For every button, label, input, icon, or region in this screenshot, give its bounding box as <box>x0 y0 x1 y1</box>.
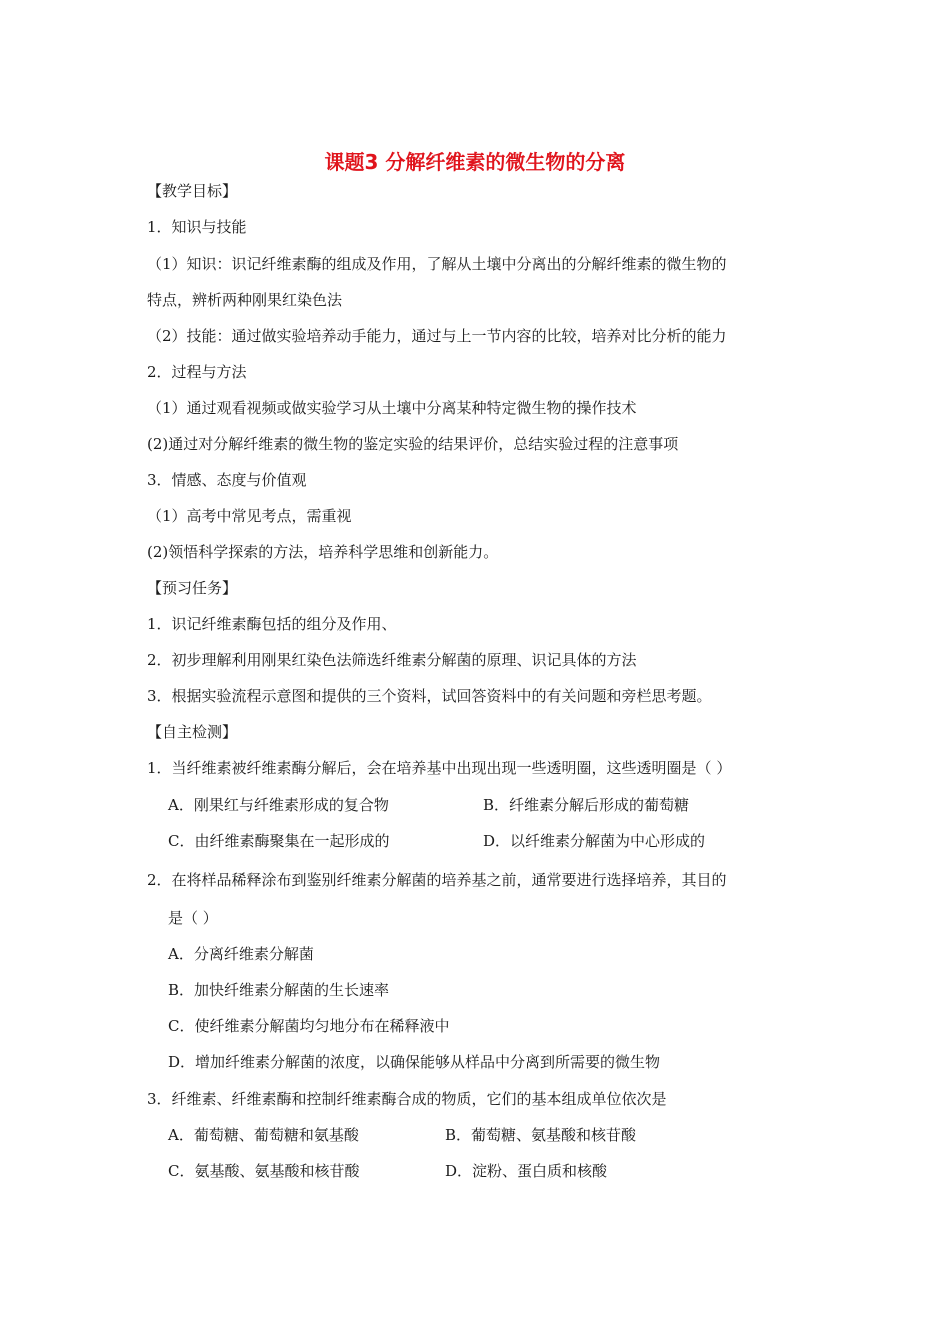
question-2-option-b: B．加快纤维素分解菌的生长速率 <box>168 981 390 999</box>
goals-heading: 【教学目标】 <box>147 182 238 200</box>
question-1-stem: 1．当纤维素被纤维素酶分解后，会在培养基中出现出现一些透明圈，这些透明圈是（ ） <box>147 759 732 777</box>
question-3-option-a: A．葡萄糖、葡萄糖和氨基酸 <box>168 1126 359 1144</box>
goal-2-2: (2)通过对分解纤维素的微生物的鉴定实验的结果评价，总结实验过程的注意事项 <box>147 435 679 453</box>
goal-section-3: 3．情感、态度与价值观 <box>147 471 307 489</box>
question-1-option-a: A．刚果红与纤维素形成的复合物 <box>168 796 389 814</box>
question-1-option-c: C．由纤维素酶聚集在一起形成的 <box>168 832 390 850</box>
question-3-option-b: B．葡萄糖、氨基酸和核苷酸 <box>445 1126 637 1144</box>
question-1-option-d: D．以纤维素分解菌为中心形成的 <box>483 832 706 850</box>
goal-section-2: 2．过程与方法 <box>147 363 247 381</box>
question-3-option-c: C．氨基酸、氨基酸和核苷酸 <box>168 1162 360 1180</box>
goal-1-1-line-b: 特点，辨析两种刚果红染色法 <box>147 291 343 309</box>
question-3-stem: 3．纤维素、纤维素酶和控制纤维素酶合成的物质，它们的基本组成单位依次是 <box>147 1090 667 1108</box>
question-2-option-c: C．使纤维素分解菌均匀地分布在稀释液中 <box>168 1017 450 1035</box>
goal-1-2: （2）技能：通过做实验培养动手能力，通过与上一节内容的比较，培养对比分析的能力 <box>147 327 727 345</box>
question-2-option-a: A．分离纤维素分解菌 <box>168 945 314 963</box>
question-2-option-d: D．增加纤维素分解菌的浓度，以确保能够从样品中分离到所需要的微生物 <box>168 1053 661 1071</box>
check-heading: 【自主检测】 <box>147 723 238 741</box>
preview-heading: 【预习任务】 <box>147 579 238 597</box>
goal-1-1-line-a: （1）知识：识记纤维素酶的组成及作用，了解从土壤中分离出的分解纤维素的微生物的 <box>147 255 727 273</box>
preview-task-3: 3．根据实验流程示意图和提供的三个资料，试回答资料中的有关问题和旁栏思考题。 <box>147 687 712 705</box>
question-2-stem-b: 是（ ） <box>168 909 218 927</box>
goal-2-1: （1）通过观看视频或做实验学习从土壤中分离某种特定微生物的操作技术 <box>147 399 637 417</box>
goal-3-2: (2)领悟科学探索的方法，培养科学思维和创新能力。 <box>147 543 499 561</box>
preview-task-2: 2．初步理解利用刚果红染色法筛选纤维素分解菌的原理、识记具体的方法 <box>147 651 637 669</box>
question-1-option-b: B．纤维素分解后形成的葡萄糖 <box>483 796 690 814</box>
page-title: 课题3 分解纤维素的微生物的分离 <box>324 150 626 174</box>
question-3-option-d: D．淀粉、蛋白质和核酸 <box>445 1162 608 1180</box>
question-2-stem-a: 2．在将样品稀释涂布到鉴别纤维素分解菌的培养基之前，通常要进行选择培养，其目的 <box>147 871 727 889</box>
preview-task-1: 1．识记纤维素酶包括的组分及作用、 <box>147 615 397 633</box>
goal-section-1: 1．知识与技能 <box>147 218 247 236</box>
goal-3-1: （1）高考中常见考点，需重视 <box>147 507 352 525</box>
